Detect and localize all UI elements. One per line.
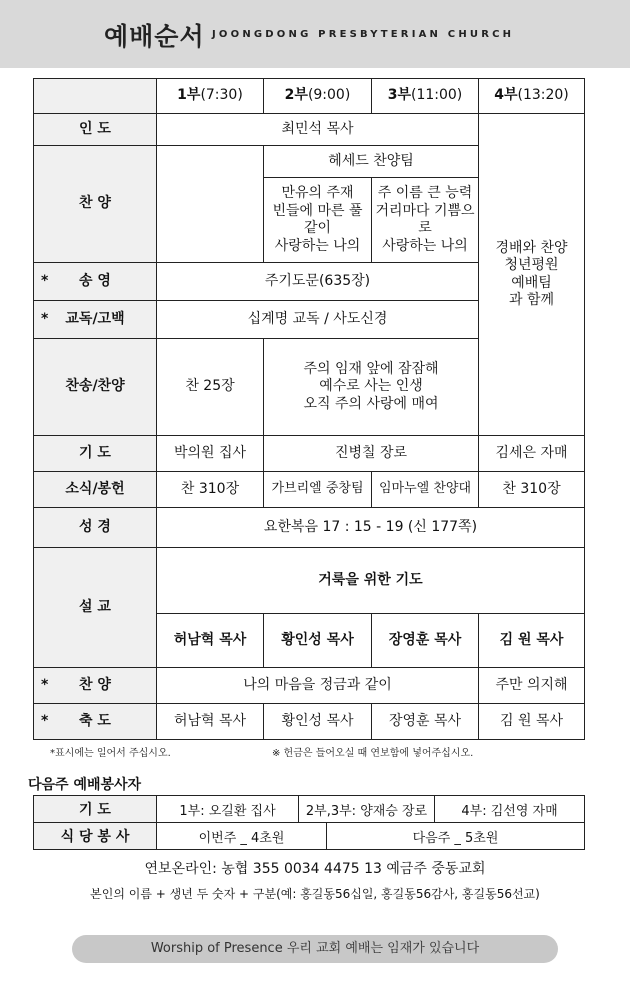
label-confession: * 교독/고백 — [34, 301, 157, 339]
next-prayer-1st: 1부: 오길환 집사 — [157, 796, 299, 823]
offering-note: ※ 헌금은 들어오실 때 연보함에 넣어주십시오. — [272, 748, 474, 759]
preacher-4th: 김 원 목사 — [479, 614, 585, 668]
offering-3rd: 임마누엘 찬양대 — [372, 472, 479, 508]
fourth-line-3: 예배팀 — [511, 274, 552, 291]
preacher-1st: 허남혁 목사 — [157, 614, 264, 668]
page-title: 예배순서 — [104, 22, 205, 51]
online-offering-account: 연보온라인: 농협 355 0034 4475 13 예금주 중동교회 — [144, 861, 486, 877]
praise-2nd-song-2: 빈들에 마른 풀 같이 — [272, 202, 363, 236]
next-prayer-2nd-3rd: 2부,3부: 양재승 장로 — [299, 796, 435, 823]
next-week-title: 다음주 예배봉사자 — [28, 777, 142, 793]
label-closing-hymn: * 찬 양 — [34, 668, 157, 704]
hymn-2nd-3rd — [264, 339, 479, 436]
sermon-title: 거룩을 위한 기도 — [157, 548, 585, 614]
label-blessing: * 축 도 — [34, 704, 157, 740]
praise-2nd-song-3: 사랑하는 나의 — [274, 237, 361, 254]
meal-this-week: 이번주 _ 4초원 — [157, 823, 327, 850]
song-value: 주기도문(635장) — [157, 263, 479, 301]
blessing-4th: 김 원 목사 — [479, 704, 585, 740]
next-week-table — [33, 795, 585, 850]
label-sermon: 설 교 — [34, 548, 157, 668]
hymn-1st: 찬 25장 — [157, 339, 264, 436]
offering-4th: 찬 310장 — [479, 472, 585, 508]
label-prayer: 기 도 — [34, 436, 157, 472]
praise-3rd-song-2: 거리마다 기쁨으로 — [375, 202, 475, 236]
corner-cell — [34, 79, 157, 114]
scripture-value: 요한복음 17 : 15 - 19 (신 177쪽) — [157, 508, 585, 548]
worship-banner: Worship of Presence 우리 교회 예배는 임재가 있습니다 — [72, 935, 558, 963]
prayer-4th: 김세은 자매 — [479, 436, 585, 472]
lead-value: 최민석 목사 — [157, 114, 479, 146]
label-scripture: 성 경 — [34, 508, 157, 548]
label-lead: 인 도 — [34, 114, 157, 146]
preacher-2nd: 황인성 목사 — [264, 614, 372, 668]
fourth-line-4: 과 함께 — [508, 292, 555, 308]
praise-3rd-song-3: 사랑하는 나의 — [382, 237, 468, 254]
closing-hymn-4th: 주만 의지해 — [479, 668, 585, 704]
church-name: JOONGDONG PRESBYTERIAN CHURCH — [212, 29, 515, 40]
blessing-2nd: 황인성 목사 — [264, 704, 372, 740]
service-header-3: 3부(11:00) — [372, 79, 479, 114]
hymn-line-3: 오직 주의 사랑에 매여 — [303, 395, 439, 412]
next-prayer-4th: 4부: 김선영 자매 — [435, 796, 585, 823]
label-hymn: 찬송/찬양 — [34, 339, 157, 436]
worship-order-table — [33, 78, 585, 740]
offering-name-rule: 본인의 이름 + 생년 두 숫자 + 구분(예: 홍길동56십일, 홍길동56감사, 홍길동56선교) — [90, 887, 540, 901]
praise-2nd-song-1: 만유의 주재 — [281, 185, 354, 201]
service-header-4: 4부(13:20) — [479, 79, 585, 114]
standing-note: *표시에는 일어서 주십시오. — [50, 748, 171, 759]
preacher-3rd: 장영훈 목사 — [372, 614, 479, 668]
label-song: * 송 영 — [34, 263, 157, 301]
header-bar — [0, 0, 630, 68]
offering-1st: 찬 310장 — [157, 472, 264, 508]
next-label-meal: 식 당 봉 사 — [34, 823, 157, 850]
closing-hymn-1st-3rd: 나의 마음을 정금과 같이 — [157, 668, 479, 704]
fourth-line-2: 청년평원 — [504, 257, 559, 273]
meal-next-week: 다음주 _ 5초원 — [327, 823, 585, 850]
label-praise: 찬 양 — [34, 146, 157, 263]
blessing-1st: 허남혁 목사 — [157, 704, 264, 740]
service-header-2: 2부(9:00) — [264, 79, 372, 114]
praise-2nd-songs — [264, 178, 372, 263]
fourth-service-praise — [479, 114, 585, 436]
prayer-1st: 박의원 집사 — [157, 436, 264, 472]
next-label-prayer: 기 도 — [34, 796, 157, 823]
confession-value: 십계명 교독 / 사도신경 — [157, 301, 479, 339]
service-header-1: 1부(7:30) — [157, 79, 264, 114]
praise-team: 헤세드 찬양팀 — [264, 146, 479, 178]
hymn-line-2: 예수로 사는 인생 — [319, 378, 423, 395]
praise-1st-empty — [157, 146, 264, 263]
praise-3rd-songs — [372, 178, 479, 263]
offering-2nd: 가브리엘 중창팀 — [264, 472, 372, 508]
fourth-line-1: 경배와 찬양 — [495, 239, 568, 256]
blessing-3rd: 장영훈 목사 — [372, 704, 479, 740]
label-offering: 소식/봉헌 — [34, 472, 157, 508]
prayer-2nd-3rd: 진병칠 장로 — [264, 436, 479, 472]
praise-3rd-song-1: 주 이름 큰 능력 — [377, 185, 473, 201]
hymn-line-1: 주의 임재 앞에 잠잠해 — [303, 360, 439, 377]
